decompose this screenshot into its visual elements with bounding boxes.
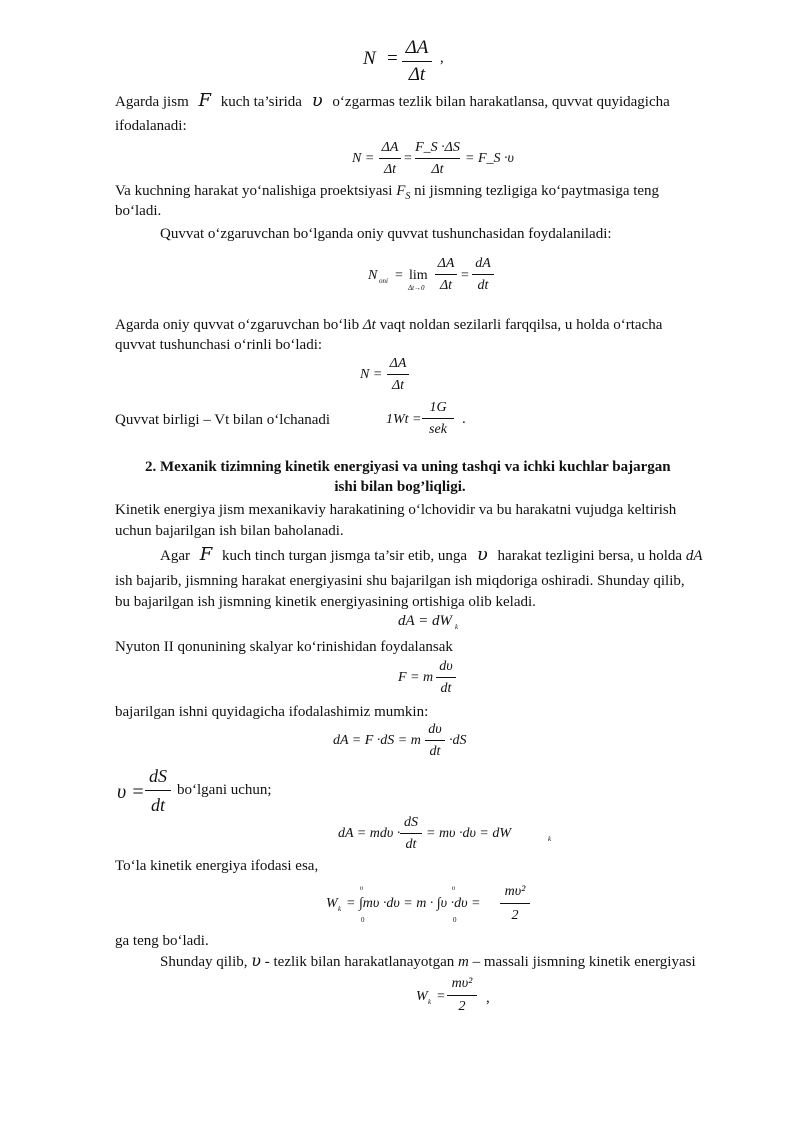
eq9-sub: k xyxy=(548,835,552,843)
eq11-den: 2 xyxy=(458,999,466,1014)
eq10-mid: = ∫mυ ·dυ = m · ∫υ ·dυ = xyxy=(346,896,481,911)
eq9-num: dS xyxy=(404,815,418,830)
eq8-lhs: υ = xyxy=(117,781,145,803)
eq7-num: dυ xyxy=(428,722,442,737)
paragraph-7-line-3: bu bajarilgan ish jismning kinetik energiyasining ortishiga olib keladi. xyxy=(115,594,536,610)
paragraph-4-line-1 xyxy=(115,316,662,334)
eq7-tail: ·dS xyxy=(449,733,467,748)
text-run: o‘zgarmas tezlik bilan harakatlansa, quvvat quyidagicha xyxy=(332,94,670,110)
paragraph-6-line-2: uchun bajarilgan ish bilan baholanadi. xyxy=(115,523,344,539)
eq-watt-bar xyxy=(422,418,454,419)
paragraph-7-line-1 xyxy=(160,546,702,565)
eq2-rhs: = F_S ·υ xyxy=(465,151,514,166)
eq2-frac1-num: ΔA xyxy=(381,140,399,155)
force-symbol: F xyxy=(199,544,213,565)
eq10-lower-2: 0 xyxy=(453,916,457,924)
eq10-upper-1: υ xyxy=(360,884,364,892)
eq-watt-den: sek xyxy=(429,422,447,437)
text-run: – massali jismning kinetik energiyasi xyxy=(472,954,696,970)
eq2-equals: = xyxy=(404,151,412,166)
eq6-lhs: F = m xyxy=(398,670,434,685)
subscript-s: S xyxy=(405,191,411,202)
paragraph-4-line-2: quvvat tushunchasi o‘rinli bo‘ladi: xyxy=(115,337,323,353)
eq2-frac1-den: Δt xyxy=(383,162,397,177)
paragraph-11-line-1: ga teng bo‘ladi. xyxy=(115,933,209,949)
eq11-lhs: W xyxy=(416,989,428,1004)
paragraph-2-line-1 xyxy=(115,182,659,206)
eq11-lhs-sub: k xyxy=(428,998,432,1006)
eq6-den: dt xyxy=(440,681,452,696)
eq3-lim: lim xyxy=(409,268,428,283)
eq9-rhs: = mυ ·dυ = dW xyxy=(426,826,512,841)
eq4-lhs: N = xyxy=(360,367,383,382)
velocity-symbol: υ xyxy=(476,544,488,565)
force-symbol: F xyxy=(396,183,406,199)
work-symbol: dA xyxy=(685,548,703,564)
velocity-symbol: υ xyxy=(251,951,261,970)
eq8-bar xyxy=(145,790,171,791)
paragraph-9-line-1: bajarilgan ishni quyidagicha ifodalashimiz mumkin: xyxy=(115,704,429,720)
mass-symbol: m xyxy=(458,954,469,970)
eq9-den: dt xyxy=(405,837,417,852)
text-run: Agarda jism xyxy=(115,94,189,110)
eq1-lhs: N xyxy=(363,48,376,69)
eq3-frac2-den: dt xyxy=(477,278,489,293)
eq1-denominator: Δt xyxy=(408,64,426,85)
eq-watt-num: 1G xyxy=(429,400,447,415)
eq11-equals: = xyxy=(437,989,445,1004)
paragraph-1-line-2: ifodalanadi: xyxy=(115,118,187,134)
eq11-comma: , xyxy=(486,990,490,1006)
paragraph-6-line-1: Kinetik energiya jism mexanikaviy harakatining o‘lchovidir va bu harakatni vujudga keltirish xyxy=(115,502,677,518)
eq-watt-period: . xyxy=(462,411,466,427)
paragraph-7-line-2: ish bajarib, jismning harakat energiyasini shu bajarilgan ish miqdoriga oshiradi. Shunday qilib, xyxy=(115,573,685,589)
eq5-text: dA = dW xyxy=(398,613,453,629)
eq3-frac2-num: dA xyxy=(475,256,491,271)
text-run: Shunday qilib, xyxy=(160,954,248,970)
delta-t-symbol: Δt xyxy=(362,317,376,333)
paragraph-2-line-2: bo‘ladi. xyxy=(115,203,162,219)
eq3-lhs-sub: oni xyxy=(379,277,388,285)
eq1-equals: = xyxy=(387,48,398,69)
text-run: - tezlik bilan harakatlanayotgan xyxy=(264,954,455,970)
paragraph-1-line-1 xyxy=(115,92,670,111)
eq3-lhs: N xyxy=(368,268,378,283)
eq2-frac2-bar xyxy=(415,158,460,159)
text-run: harakat tezligini bersa, u holda xyxy=(497,548,683,564)
eq1-comma: , xyxy=(440,50,444,66)
eq2-frac2-num: F_S ·ΔS xyxy=(415,140,460,155)
eq9-bar xyxy=(400,833,422,834)
eq6-bar xyxy=(436,677,456,678)
eq8-num: dS xyxy=(149,766,167,786)
eq4-den: Δt xyxy=(391,378,405,393)
text-run: kuch ta’sirida xyxy=(220,94,302,110)
eq3-equals: = xyxy=(395,268,403,283)
eq7-bar xyxy=(425,740,445,741)
eq4-bar xyxy=(387,374,409,375)
text-run: vaqt noldan sezilarli farqqilsa, u holda o‘rtacha xyxy=(379,317,663,333)
eq3-frac1-num: ΔA xyxy=(437,256,455,271)
eq10-lhs: W xyxy=(326,896,338,911)
eq1-fraction-bar xyxy=(402,61,432,62)
eq7-lhs: dA = F ·dS = m xyxy=(333,733,421,748)
eq4-num: ΔA xyxy=(389,356,407,371)
eq5-sub: k xyxy=(455,623,459,631)
text-run: Agarda oniy quvvat o‘zgaruvchan bo‘lib xyxy=(115,317,360,333)
eq10-lhs-sub: k xyxy=(338,905,342,913)
eq2-frac1-bar xyxy=(379,158,401,159)
text-run: ni jismning tezligiga ko‘paytmasiga teng xyxy=(414,183,660,199)
eq3-frac1-den: Δt xyxy=(439,278,453,293)
paragraph-10-line-1: To‘la kinetik energiya ifodasi esa, xyxy=(115,858,319,874)
section-heading-line-1: 2. Mexanik tizimning kinetik energiyasi va uning tashqi va ichki kuchlar bajargan xyxy=(145,459,671,475)
velocity-symbol: υ xyxy=(311,90,323,111)
eq10-lower-1: 0 xyxy=(361,916,365,924)
eq11-num: mυ² xyxy=(451,976,473,991)
eq9-lhs: dA = mdυ · xyxy=(338,826,401,841)
eq11-bar xyxy=(447,995,477,996)
eq10-num: mυ² xyxy=(504,884,526,899)
paragraph-5-units: Quvvat birligi – Vt bilan o‘lchanadi xyxy=(115,412,331,428)
text-run: Va kuchning harakat yo‘nalishiga proektsiyasi xyxy=(115,183,393,199)
eq3-lim-sub: Δt→0 xyxy=(408,284,425,292)
eq10-bar xyxy=(500,903,530,904)
eq2-lhs: N = xyxy=(352,151,375,166)
eq2-frac2-den: Δt xyxy=(431,162,444,177)
eq10-upper-2: υ xyxy=(452,884,456,892)
section-heading-line-2: ishi bilan bog’liqligi. xyxy=(334,479,466,495)
paragraph-3-line-1: Quvvat o‘zgaruvchan bo‘lganda oniy quvvat tushunchasidan foydalaniladi: xyxy=(160,226,612,242)
eq-watt-lhs: 1Wt = xyxy=(386,412,422,427)
eq7-den: dt xyxy=(429,744,441,759)
text-run: Agar xyxy=(160,548,190,564)
eq8-text: bo‘lgani uchun; xyxy=(177,782,272,798)
paragraph-12-line-1 xyxy=(160,952,696,971)
eq10-den: 2 xyxy=(511,908,519,923)
eq3-frac1-bar xyxy=(435,274,457,275)
eq3-frac2-bar xyxy=(472,274,494,275)
text-run: kuch tinch turgan jismga ta’sir etib, unga xyxy=(222,548,468,564)
eq3-equals-2: = xyxy=(461,268,469,283)
eq6-num: dυ xyxy=(439,659,453,674)
eq8-den: dt xyxy=(150,795,165,815)
force-symbol: F xyxy=(198,90,211,111)
paragraph-8-line-1: Nyuton II qonunining skalyar ko‘rinishidan foydalansak xyxy=(115,639,453,655)
eq1-numerator: ΔA xyxy=(405,37,429,58)
